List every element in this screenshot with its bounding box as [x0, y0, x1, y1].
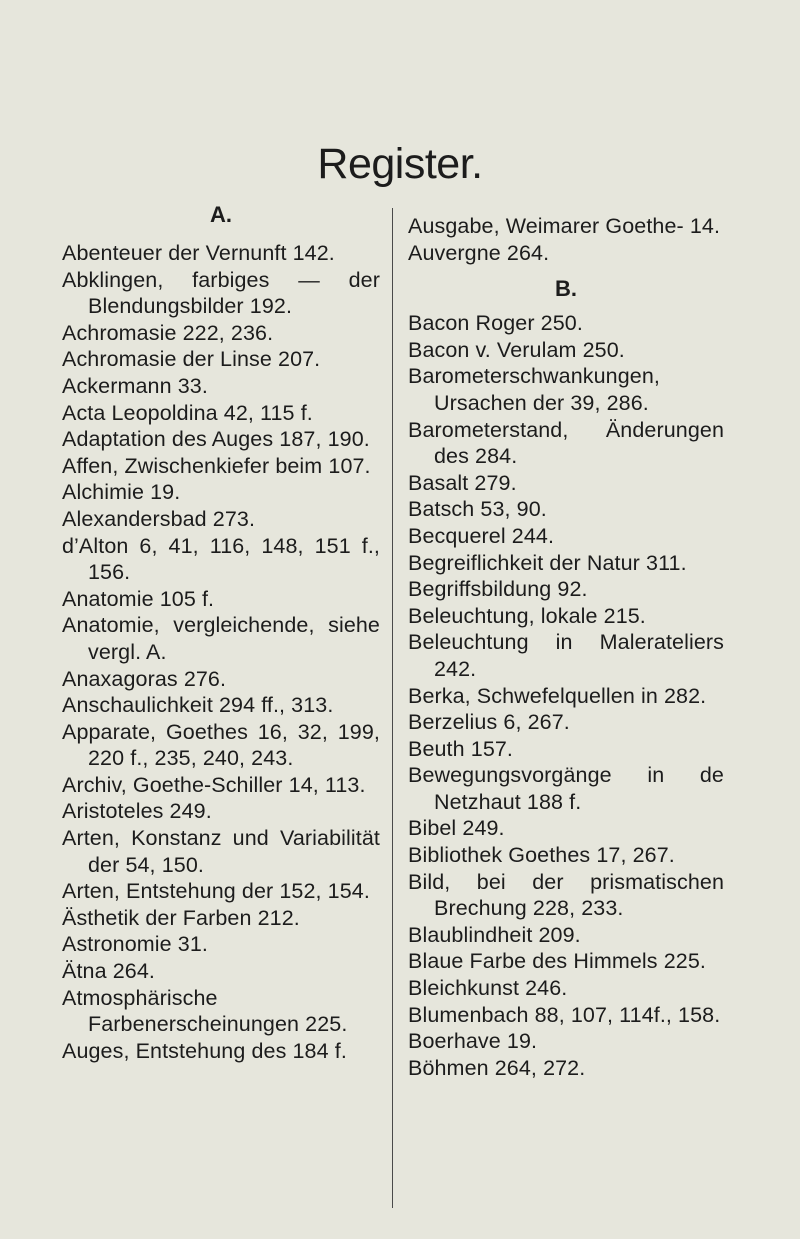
- index-entry: Aristoteles 249.: [62, 799, 212, 824]
- index-entry: Blumenbach 88, 107, 114f., 158.: [408, 1002, 721, 1027]
- index-entry: Beleuchtung in Malerateliers 242.: [408, 630, 724, 681]
- index-entry: Archiv, Goethe-Schiller 14, 113.: [62, 772, 366, 797]
- index-entry: Blaublindheit 209.: [408, 922, 581, 947]
- index-entry: Böhmen 264, 272.: [408, 1055, 586, 1080]
- index-entry: Ausgabe, Weimarer Goethe- 14.: [408, 214, 721, 238]
- index-entry: Anaxagoras 276.: [62, 666, 227, 691]
- index-entry: Anatomie, vergleichende, siehe vergl. A.: [62, 613, 380, 664]
- index-entry: Bacon v. Verulam 250.: [408, 337, 625, 362]
- index-entry: Beuth 157.: [408, 736, 514, 761]
- index-entry: Barometerschwankungen, Ursachen der 39, 286.: [408, 364, 660, 415]
- index-entry: Ätna 264.: [62, 959, 155, 984]
- index-entry: d’Alton 6, 41, 116, 148, 151 f., 156.: [62, 533, 380, 585]
- page-title: Register.: [317, 140, 483, 188]
- index-entry: Alchimie 19.: [62, 480, 181, 505]
- index-entry: Achromasie der Linse 207.: [62, 347, 321, 372]
- index-entry: Anatomie 105 f.: [62, 586, 215, 611]
- index-entry: Auges, Entstehung des 184 f.: [62, 1038, 347, 1063]
- index-entry: Adaptation des Auges 187, 190.: [62, 427, 370, 452]
- index-entry: Apparate, Goethes 16, 32, 199, 220 f., 235, 240, 243.: [62, 719, 380, 771]
- index-entry: Acta Leopoldina 42, 115 f.: [62, 400, 313, 425]
- left-column: [62, 200, 380, 1064]
- index-entry: Alexandersbad 273.: [62, 506, 256, 531]
- index-entry: Arten, Entstehung der 152, 154.: [62, 879, 370, 904]
- index-entry: Batsch 53, 90.: [408, 497, 547, 522]
- index-entry: Begriffsbildung 92.: [408, 577, 588, 602]
- index-entry: Bild, bei der prismatischen Brechung 228, 233.: [408, 869, 724, 921]
- index-entry: Barometerstand, Änderungen des 284.: [408, 417, 724, 469]
- index-entry: Bleichkunst 246.: [408, 976, 568, 1001]
- index-entry: Ästhetik der Farben 212.: [62, 905, 300, 930]
- index-entry: Berka, Schwefelquellen in 282.: [408, 683, 707, 708]
- index-entry: Abenteuer der Vernunft 142.: [62, 241, 335, 265]
- index-entry: Boerhave 19.: [408, 1029, 538, 1054]
- index-entry: Bibel 249.: [408, 816, 505, 841]
- index-entry: Beleuchtung, lokale 215.: [408, 603, 646, 628]
- section-heading-b: B.: [555, 276, 577, 302]
- index-entry: Arten, Konstanz und Variabilität der 54, 150.: [62, 826, 380, 877]
- index-entry: Auvergne 264.: [408, 240, 550, 265]
- entry-list-a: [62, 240, 380, 1064]
- section-heading-a: A.: [210, 202, 232, 227]
- index-entry: Berzelius 6, 267.: [408, 710, 570, 735]
- index-entry: Affen, Zwischenkiefer beim 107.: [62, 453, 371, 478]
- entry-list-b: [408, 310, 724, 1081]
- entry-list-a-continued: [408, 213, 724, 266]
- index-entry: Astronomie 31.: [62, 932, 208, 957]
- index-entry: Bacon Roger 250.: [408, 311, 583, 336]
- index-entry: Blaue Farbe des Himmels 225.: [408, 949, 706, 974]
- index-entry: Basalt 279.: [408, 470, 517, 495]
- index-entry: Bibliothek Goethes 17, 267.: [408, 843, 675, 868]
- right-column: [408, 213, 724, 1081]
- column-divider: [392, 208, 393, 1208]
- index-entry: Achromasie 222, 236.: [62, 320, 274, 345]
- index-entry: Atmosphärische Farbenerscheinungen 225.: [62, 985, 348, 1037]
- index-entry: Begreiflichkeit der Natur 311.: [408, 550, 687, 575]
- index-entry: Abklingen, farbiges — der Blendungsbilder 192.: [62, 267, 380, 319]
- index-entry: Becquerel 244.: [408, 523, 555, 548]
- index-entry: Bewegungsvorgänge in de Netzhaut 188 f.: [408, 763, 724, 814]
- index-entry: Ackermann 33.: [62, 373, 208, 398]
- index-entry: Anschaulichkeit 294 ff., 313.: [62, 693, 334, 718]
